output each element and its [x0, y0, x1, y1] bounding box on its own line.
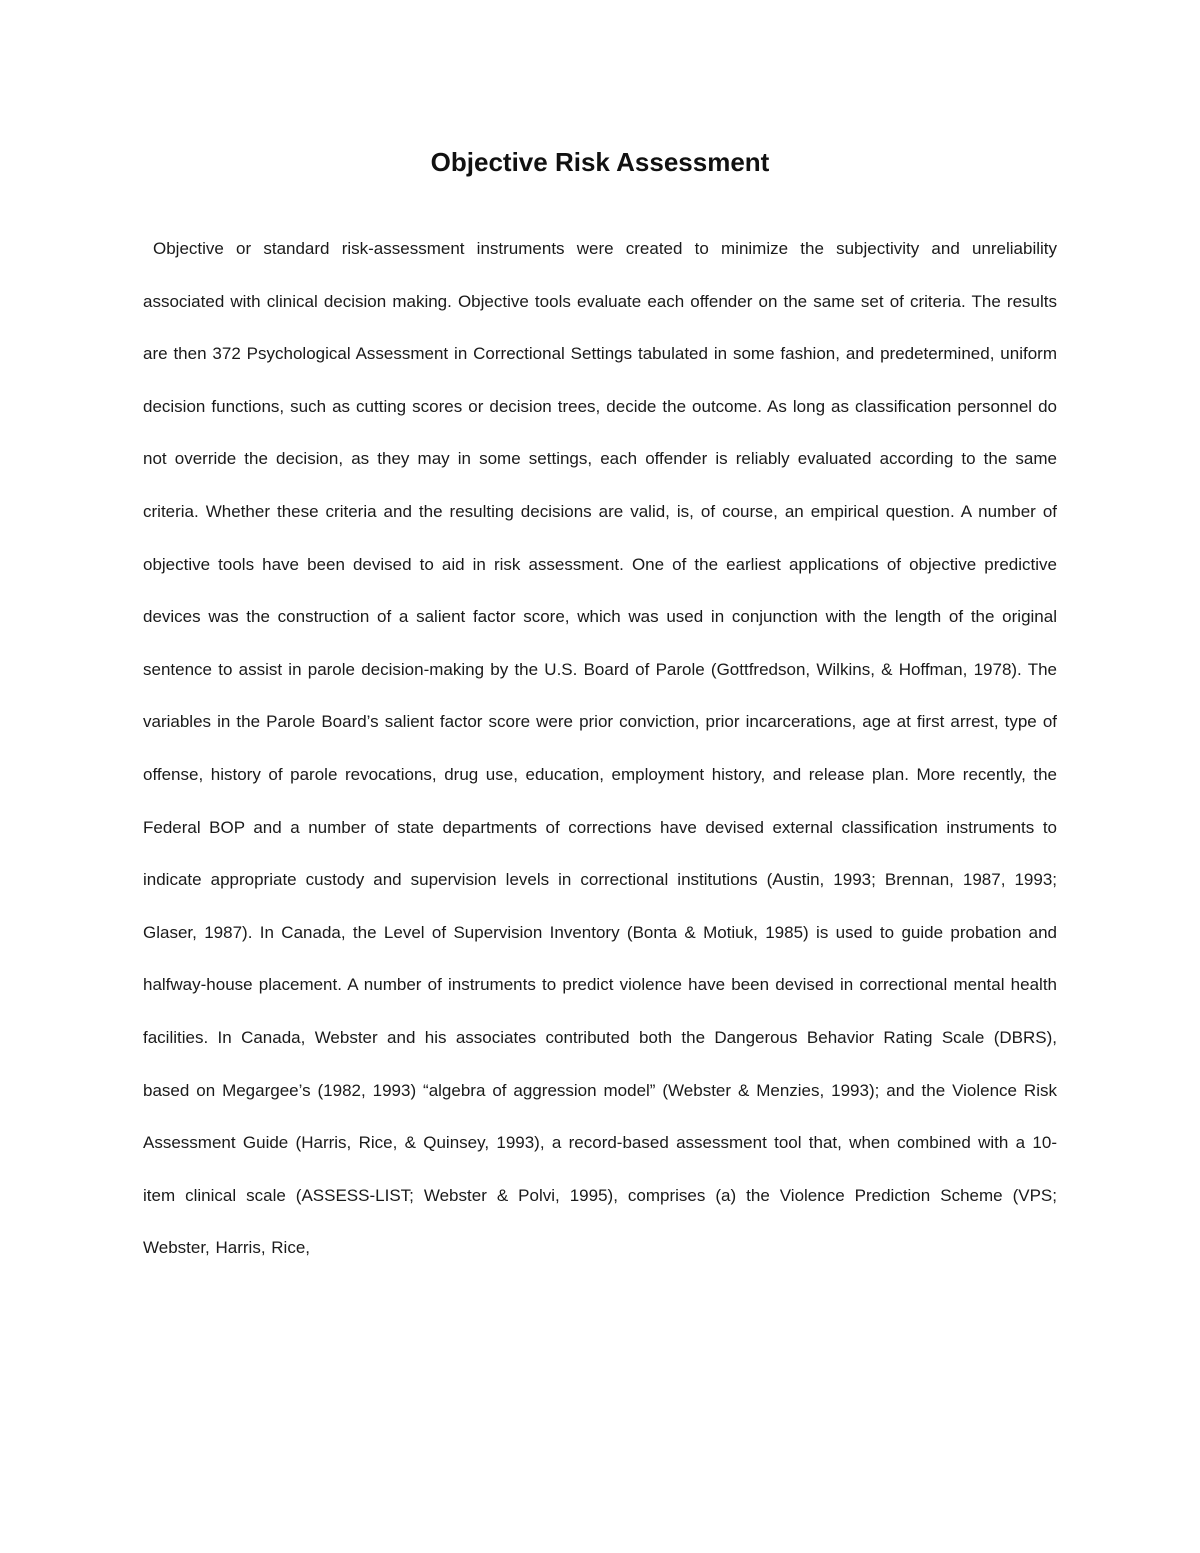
page-title: Objective Risk Assessment [430, 147, 770, 177]
body-paragraph: Objective or standard risk-assessment instruments were created to minimize the subjectivity and unreliability associated with clinical decision making. Objective tools evaluate each offender on the same set of criteria. The results are then 372 Psychological Assessment in Correctional Settings tabulated in some fashion, and predetermined, uniform decision functions, such as cutting scores or decision trees, decide the outcome. As long as classification personnel do not override the decision, as they may in some settings, each offender is reliably evaluated according to the same criteria. Whether these criteria and the resulting decisions are valid, is, of course, an empirical question. A number of objective tools have been devised to aid in risk assessment. One of the earliest applications of objective predictive devices was the construction of a salient factor score, which was used in conjunction with the length of the original sentence to assist in parole decision-making by the U.S. Board of Parole (Gottfredson, Wilkins, & Hoffman, 1978). The variables in the Parole Board’s salient factor score were prior conviction, prior incarcerations, age at first arrest, type of offense, history of parole revocations, drug use, education, employment history, and release plan. More recently, the Federal BOP and a number of state departments of corrections have devised external classification instruments to indicate appropriate custody and supervision levels in correctional institutions (Austin, 1993; Brennan, 1987, 1993; Glaser, 1987). In Canada, the Level of Supervision Inventory (Bonta & Motiuk, 1985) is used to guide probation and halfway-house placement. A number of instruments to predict violence have been devised in correctional mental health facilities. In Canada, Webster and his associates contributed both the Dangerous Behavior Rating Scale (DBRS), based on Megargee’s (1982, 1993) “algebra of aggression model” (Webster & Menzies, 1993); and the Violence Risk Assessment Guide (Harris, Rice, & Quinsey, 1993), a record-based assessment tool that, when combined with a 10-item clinical scale (ASSESS-LIST; Webster & Polvi, 1995), comprises (a) the Violence Prediction Scheme (VPS; Webster, Harris, Rice, [143, 239, 1057, 1258]
